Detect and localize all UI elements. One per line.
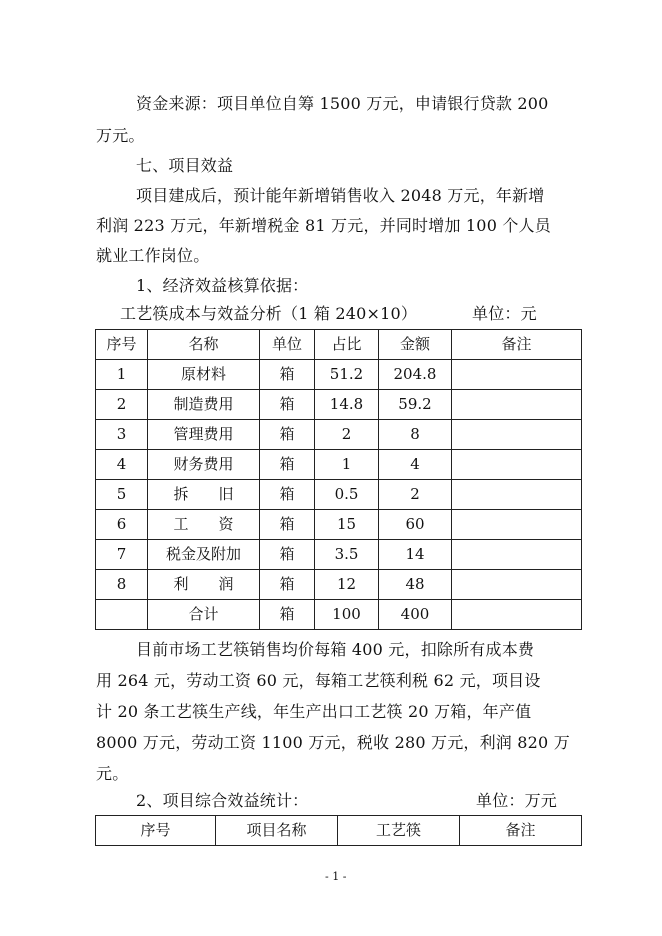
cell-unit: 箱	[260, 510, 315, 540]
cell-unit: 箱	[260, 570, 315, 600]
table-row	[96, 420, 582, 450]
cell-amount: 2	[379, 480, 452, 510]
cell-index: 4	[96, 450, 148, 480]
cell-name: 合计	[148, 600, 260, 630]
benefit-line-1: 项目建成后，预计能年新增销售收入 2048 万元，年新增	[136, 186, 545, 205]
market-line-5: 元。	[96, 764, 129, 783]
cell-name: 原材料	[148, 360, 260, 390]
col-header-amount: 金额	[379, 330, 452, 360]
cell-remarks	[452, 390, 582, 420]
table-2-header-row	[96, 816, 582, 846]
cell-remarks	[452, 540, 582, 570]
cell-unit: 箱	[260, 360, 315, 390]
cell-index	[96, 600, 148, 630]
market-line-1: 目前市场工艺筷销售均价每箱 400 元，扣除所有成本费	[136, 640, 535, 659]
col-header-chopsticks: 工艺筷	[338, 816, 460, 846]
item-2-heading: 2、项目综合效益统计：	[136, 791, 309, 810]
table-row	[96, 390, 582, 420]
cell-remarks	[452, 570, 582, 600]
section-7-heading: 七、项目效益	[136, 156, 234, 175]
cell-unit: 箱	[260, 540, 315, 570]
cell-name: 拆 旧	[148, 480, 260, 510]
cell-index: 8	[96, 570, 148, 600]
cost-benefit-table	[95, 329, 582, 630]
page-number: - 1 -	[325, 870, 347, 883]
cell-index: 5	[96, 480, 148, 510]
col-header-ratio: 占比	[315, 330, 379, 360]
cell-amount: 60	[379, 510, 452, 540]
market-line-3: 计 20 条工艺筷生产线，年生产出口工艺筷 20 万箱，年产值	[96, 702, 532, 721]
table-1-caption: 工艺筷成本与效益分析（1 箱 240×10）	[120, 304, 418, 323]
col-header-project-name: 项目名称	[216, 816, 338, 846]
table-row	[96, 480, 582, 510]
cell-ratio: 51.2	[315, 360, 379, 390]
cell-ratio: 0.5	[315, 480, 379, 510]
cell-index: 7	[96, 540, 148, 570]
cell-remarks	[452, 600, 582, 630]
cell-name: 税金及附加	[148, 540, 260, 570]
cell-name: 财务费用	[148, 450, 260, 480]
cell-amount: 4	[379, 450, 452, 480]
table-row	[96, 450, 582, 480]
cell-name: 制造费用	[148, 390, 260, 420]
cell-ratio: 2	[315, 420, 379, 450]
cell-ratio: 12	[315, 570, 379, 600]
funding-line-1: 资金来源：项目单位自筹 1500 万元，申请银行贷款 200	[136, 94, 549, 113]
table-1-header-row	[96, 330, 582, 360]
cell-remarks	[452, 420, 582, 450]
cell-ratio: 3.5	[315, 540, 379, 570]
cell-amount: 204.8	[379, 360, 452, 390]
cell-ratio: 1	[315, 450, 379, 480]
market-line-2: 用 264 元，劳动工资 60 元，每箱工艺筷利税 62 元，项目设	[96, 671, 541, 690]
cell-index: 6	[96, 510, 148, 540]
table-1-unit: 单位：元	[472, 304, 537, 323]
cell-name: 利 润	[148, 570, 260, 600]
col-header-index: 序号	[96, 816, 216, 846]
cell-unit: 箱	[260, 390, 315, 420]
cell-remarks	[452, 480, 582, 510]
cell-ratio: 14.8	[315, 390, 379, 420]
benefit-line-3: 就业工作岗位。	[96, 246, 210, 265]
col-header-index: 序号	[96, 330, 148, 360]
cell-unit: 箱	[260, 420, 315, 450]
cell-unit: 箱	[260, 450, 315, 480]
market-line-4: 8000 万元，劳动工资 1100 万元，税收 280 万元，利润 820 万	[96, 733, 570, 752]
table-row	[96, 360, 582, 390]
funding-line-2: 万元。	[96, 126, 145, 145]
benefit-line-2: 利润 223 万元，年新增税金 81 万元，并同时增加 100 个人员	[96, 216, 551, 235]
comprehensive-benefit-table	[95, 815, 582, 846]
cell-remarks	[452, 510, 582, 540]
cell-ratio: 100	[315, 600, 379, 630]
table-row	[96, 540, 582, 570]
cell-index: 3	[96, 420, 148, 450]
col-header-unit: 单位	[260, 330, 315, 360]
table-row	[96, 570, 582, 600]
cell-remarks	[452, 360, 582, 390]
table-row	[96, 510, 582, 540]
cell-unit: 箱	[260, 480, 315, 510]
cell-unit: 箱	[260, 600, 315, 630]
cell-remarks	[452, 450, 582, 480]
cell-ratio: 15	[315, 510, 379, 540]
cell-index: 1	[96, 360, 148, 390]
cell-name: 工 资	[148, 510, 260, 540]
item-1-heading: 1、经济效益核算依据：	[136, 276, 309, 295]
col-header-remarks: 备注	[460, 816, 582, 846]
cell-amount: 14	[379, 540, 452, 570]
table-2-unit: 单位：万元	[476, 791, 558, 810]
cell-amount: 48	[379, 570, 452, 600]
table-total-row	[96, 600, 582, 630]
col-header-remarks: 备注	[452, 330, 582, 360]
cell-amount: 59.2	[379, 390, 452, 420]
cell-index: 2	[96, 390, 148, 420]
cell-name: 管理费用	[148, 420, 260, 450]
cell-amount: 400	[379, 600, 452, 630]
cell-amount: 8	[379, 420, 452, 450]
col-header-name: 名称	[148, 330, 260, 360]
